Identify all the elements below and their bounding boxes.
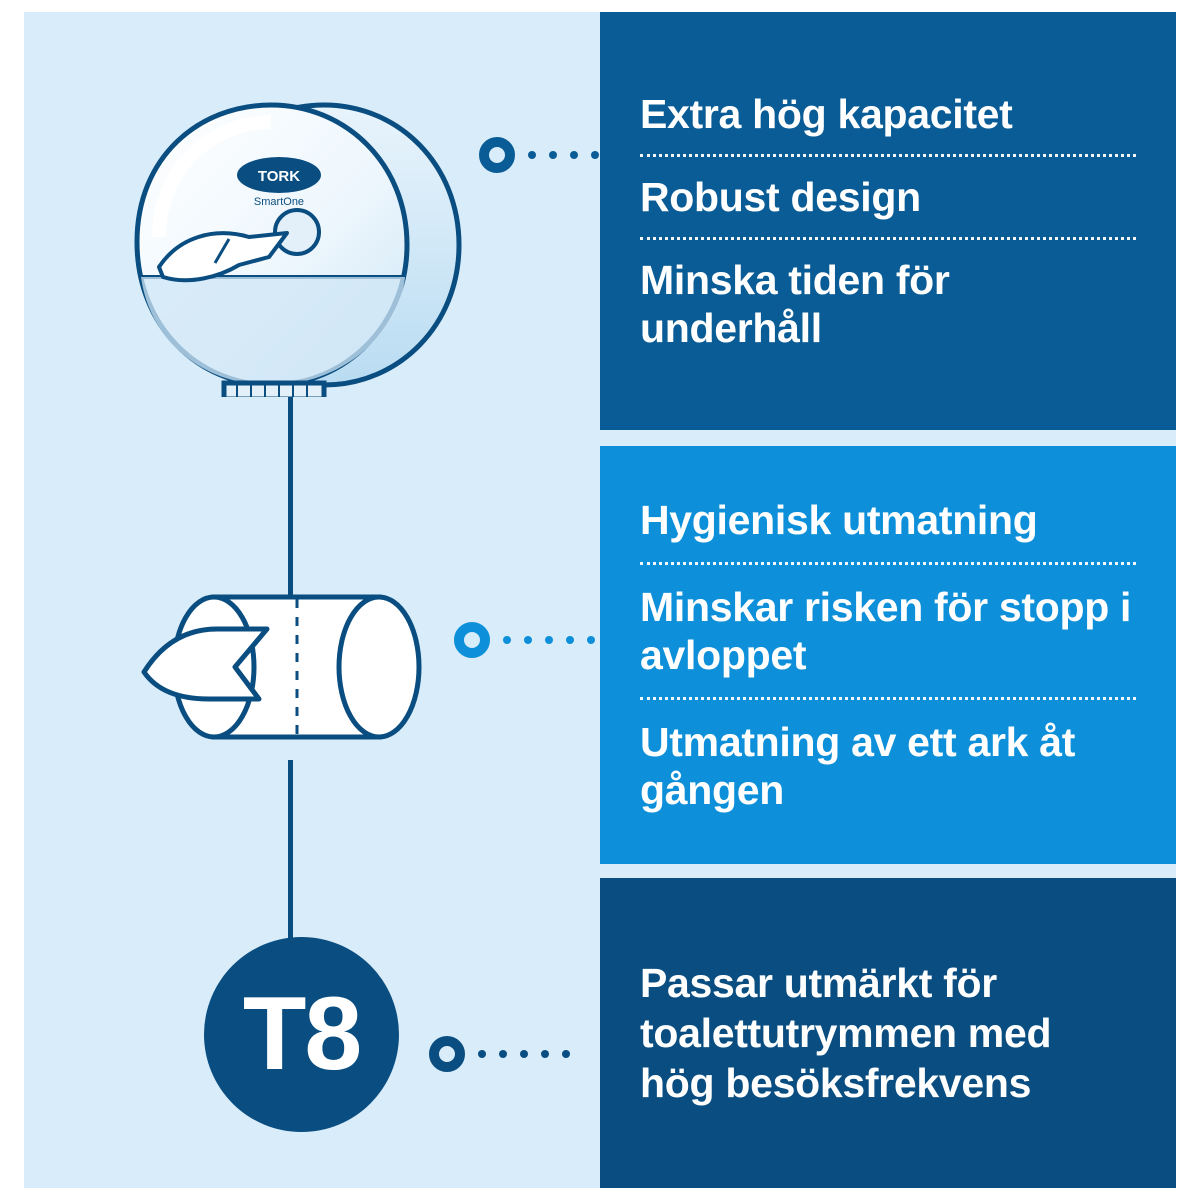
feature-text: Robust design xyxy=(640,174,921,220)
feature-divider xyxy=(640,562,1136,565)
connector-ring-icon xyxy=(429,1036,465,1072)
connector-dot xyxy=(503,636,511,644)
connector-dot xyxy=(587,636,595,644)
connector-dot xyxy=(566,636,574,644)
feature-text: Minskar risken för stopp i avloppet xyxy=(640,584,1132,678)
feature-panel-1 xyxy=(600,12,1176,430)
connector-dots-1 xyxy=(479,137,620,173)
connector-dot xyxy=(524,636,532,644)
dispenser-illustration xyxy=(119,87,479,397)
connector-dot xyxy=(541,1050,549,1058)
infographic-stage xyxy=(24,12,1176,1188)
connector-dot xyxy=(520,1050,528,1058)
feature-divider xyxy=(640,237,1136,240)
connector-dot xyxy=(570,151,578,159)
connector-dot xyxy=(591,151,599,159)
feature-panel-2 xyxy=(600,446,1176,864)
feature-text: Hygienisk utmatning xyxy=(640,497,1038,543)
feature-panel-3 xyxy=(600,878,1176,1188)
connector-dot-row xyxy=(503,636,595,644)
connector-ring-icon xyxy=(454,622,490,658)
connector-dot xyxy=(545,636,553,644)
feature-divider xyxy=(640,154,1136,157)
connector-dot xyxy=(528,151,536,159)
product-code-badge: T8 xyxy=(204,937,399,1132)
feature-divider xyxy=(640,697,1136,700)
connector-dot xyxy=(549,151,557,159)
paper-roll-illustration xyxy=(139,567,449,767)
connector-dots-2 xyxy=(454,622,595,658)
connector-dot xyxy=(499,1050,507,1058)
feature-text: Minska tiden för underhåll xyxy=(640,257,950,351)
connector-dot xyxy=(478,1050,486,1058)
connector-ring-icon xyxy=(479,137,515,173)
svg-text:SmartOne: SmartOne xyxy=(253,196,305,208)
svg-text:TORK: TORK xyxy=(257,168,301,185)
feature-text: Extra hög kapacitet xyxy=(640,91,1013,137)
connector-dot xyxy=(562,1050,570,1058)
feature-text: Passar utmärkt för toalettutrymmen med hög besöksfrekvens xyxy=(640,960,1052,1106)
connector-line-lower xyxy=(288,760,293,940)
connector-dot-row xyxy=(478,1050,570,1058)
feature-text: Utmatning av ett ark åt gången xyxy=(640,719,1076,813)
connector-dots-3 xyxy=(429,1036,570,1072)
